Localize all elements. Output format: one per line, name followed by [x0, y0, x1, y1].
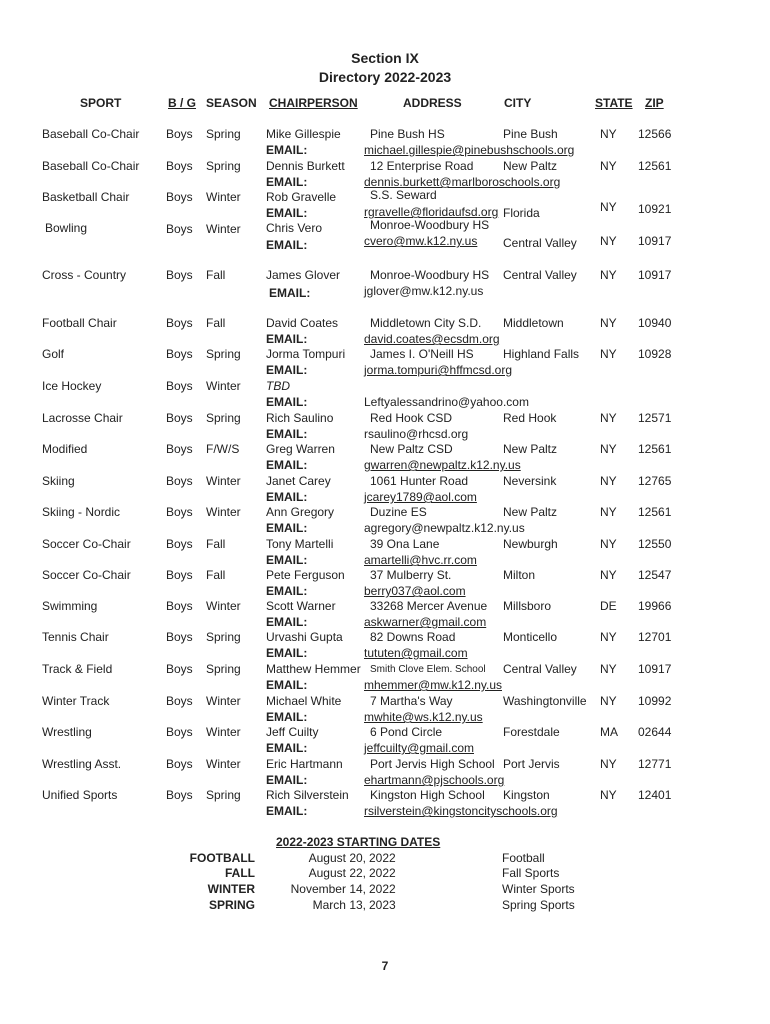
- bg-cell: Boys: [166, 505, 193, 519]
- zip-cell: 12701: [638, 630, 672, 644]
- city-cell: Port Jervis: [503, 757, 560, 771]
- chairperson-cell: Chris Vero: [266, 221, 323, 235]
- season-description: Fall Sports: [502, 866, 560, 880]
- state-cell: NY: [600, 694, 617, 708]
- address-cell: 39 Ona Lane: [370, 537, 440, 551]
- email-address-link[interactable]: dennis.burkett@marlboroschools.org: [364, 175, 561, 189]
- state-cell: NY: [600, 474, 617, 488]
- email-address-link[interactable]: rsilverstein@kingstoncityschools.org: [364, 804, 558, 818]
- city-cell: New Paltz: [503, 159, 558, 173]
- zip-cell: 10917: [638, 234, 672, 248]
- address-cell: Monroe-Woodbury HS: [370, 218, 490, 232]
- col-header-bg: B / G: [168, 96, 197, 110]
- email-address-link[interactable]: michael.gillespie@pinebushschools.org: [364, 143, 575, 157]
- email-address-link[interactable]: jeffcuilty@gmail.com: [364, 741, 474, 755]
- address-cell: Middletown City S.D.: [370, 316, 482, 330]
- season-cell: Winter: [206, 474, 241, 488]
- start-date: August 22,: [308, 866, 366, 880]
- address-cell: James I. O'Neill HS: [370, 347, 474, 361]
- email-label: EMAIL:: [266, 363, 308, 377]
- chairperson-cell: Jorma Tompuri: [266, 347, 346, 361]
- list-item: [0, 882, 770, 898]
- start-date: November 14,: [290, 882, 366, 896]
- season-label: FALL: [225, 866, 255, 880]
- city-cell: Kingston: [503, 788, 550, 802]
- col-header-sport: SPORT: [80, 96, 122, 110]
- table-row: [0, 218, 770, 254]
- season-cell: Spring: [206, 159, 241, 173]
- season-cell: Winter: [206, 190, 241, 204]
- city-cell: Middletown: [503, 316, 564, 330]
- email-address-link[interactable]: jglover@mw.k12.ny.us: [364, 284, 484, 298]
- state-cell: NY: [600, 568, 617, 582]
- chairperson-cell: Dennis Burkett: [266, 159, 345, 173]
- email-label: EMAIL:: [269, 286, 311, 300]
- zip-cell: 12765: [638, 474, 672, 488]
- email-label: EMAIL:: [266, 678, 308, 692]
- season-description: Winter Sports: [502, 882, 575, 896]
- chairperson-cell: Rich Silverstein: [266, 788, 349, 802]
- state-cell: NY: [600, 630, 617, 644]
- zip-cell: 10940: [638, 316, 672, 330]
- page-title: Section IX: [351, 50, 419, 66]
- sport-cell: Skiing: [42, 474, 75, 488]
- email-label: EMAIL:: [266, 646, 308, 660]
- state-cell: NY: [600, 757, 617, 771]
- season-cell: Spring: [206, 662, 241, 676]
- list-item: [0, 898, 770, 914]
- email-address-link[interactable]: amartelli@hvc.rr.com: [364, 553, 477, 567]
- bg-cell: Boys: [166, 757, 193, 771]
- zip-cell: 10992: [638, 694, 672, 708]
- state-cell: NY: [600, 347, 617, 361]
- chairperson-cell: Urvashi Gupta: [266, 630, 343, 644]
- chairperson-cell: Greg Warren: [266, 442, 335, 456]
- email-label: EMAIL:: [266, 804, 308, 818]
- zip-cell: 10917: [638, 662, 672, 676]
- address-cell: 7 Martha's Way: [370, 694, 453, 708]
- table-row: [0, 630, 770, 662]
- address-cell: 33268 Mercer Avenue: [370, 599, 488, 613]
- bg-cell: Boys: [166, 159, 193, 173]
- city-cell: Central Valley: [503, 236, 577, 250]
- email-address-link[interactable]: Leftyalessandrino@yahoo.com: [364, 395, 529, 409]
- season-cell: Spring: [206, 347, 241, 361]
- chairperson-cell: Matthew Hemmer: [266, 662, 361, 676]
- season-description: Football: [502, 851, 545, 865]
- season-label: WINTER: [207, 882, 255, 896]
- email-address-link[interactable]: cvero@mw.k12.ny.us: [364, 234, 478, 248]
- state-cell: NY: [600, 537, 617, 551]
- zip-cell: 12571: [638, 411, 672, 425]
- city-cell: Washingtonville: [503, 694, 587, 708]
- address-cell: Monroe-Woodbury HS: [370, 268, 490, 282]
- email-label: EMAIL:: [266, 206, 308, 220]
- bg-cell: Boys: [166, 222, 193, 236]
- email-label: EMAIL:: [266, 615, 308, 629]
- season-cell: Winter: [206, 222, 241, 236]
- email-label: EMAIL:: [266, 458, 308, 472]
- state-cell: NY: [600, 505, 617, 519]
- email-label: EMAIL:: [266, 773, 308, 787]
- email-address-link[interactable]: jorma.tompuri@hffmcsd.org: [364, 363, 513, 377]
- zip-cell: 12561: [638, 442, 672, 456]
- sport-cell: Unified Sports: [42, 788, 118, 802]
- bg-cell: Boys: [166, 630, 193, 644]
- address-cell: S.S. Seward: [370, 188, 437, 202]
- col-header-season: SEASON: [206, 96, 257, 110]
- city-cell: Central Valley: [503, 662, 577, 676]
- state-cell: NY: [600, 159, 617, 173]
- chairperson-cell: Rob Gravelle: [266, 190, 337, 204]
- bg-cell: Boys: [166, 442, 193, 456]
- sport-cell: Baseball Co-Chair: [42, 159, 140, 173]
- zip-cell: 12547: [638, 568, 672, 582]
- email-label: EMAIL:: [266, 710, 308, 724]
- email-label: EMAIL:: [266, 521, 308, 535]
- email-address-link[interactable]: mhemmer@mw.k12.ny.us: [364, 678, 502, 692]
- email-address-link[interactable]: rgravelle@floridaufsd.org: [364, 205, 499, 219]
- season-cell: Winter: [206, 599, 241, 613]
- email-label: EMAIL:: [266, 238, 308, 252]
- bg-cell: Boys: [166, 568, 193, 582]
- chairperson-cell: Scott Warner: [266, 599, 336, 613]
- chairperson-cell: Tony Martelli: [266, 537, 334, 551]
- sport-cell: Lacrosse Chair: [42, 411, 123, 425]
- email-address-link[interactable]: tututen@gmail.com: [364, 646, 468, 660]
- zip-cell: 10921: [638, 202, 672, 216]
- sport-cell: Cross - Country: [42, 268, 127, 282]
- chairperson-cell: James Glover: [266, 268, 341, 282]
- table-row: [0, 694, 770, 726]
- season-cell: Winter: [206, 757, 241, 771]
- bg-cell: Boys: [166, 725, 193, 739]
- email-label: EMAIL:: [266, 332, 308, 346]
- email-label: EMAIL:: [266, 427, 308, 441]
- col-header-state: STATE: [595, 96, 633, 110]
- zip-cell: 12401: [638, 788, 672, 802]
- chairperson-cell: Eric Hartmann: [266, 757, 343, 771]
- address-cell: 82 Downs Road: [370, 630, 456, 644]
- city-cell: Florida: [503, 206, 540, 220]
- bg-cell: Boys: [166, 662, 193, 676]
- season-label: SPRING: [208, 898, 255, 912]
- table-row: [0, 662, 770, 694]
- chairperson-cell: Pete Ferguson: [266, 568, 345, 582]
- chairperson-cell: TBD: [266, 379, 290, 393]
- email-address-link[interactable]: jcarey1789@aol.com: [364, 490, 477, 504]
- season-cell: F/W/S: [206, 442, 240, 456]
- city-cell: Highland Falls: [503, 347, 580, 361]
- sport-cell: Baseball Co-Chair: [42, 127, 140, 141]
- bg-cell: Boys: [166, 190, 193, 204]
- page-number: 7: [381, 959, 389, 973]
- season-cell: Winter: [206, 379, 241, 393]
- table-row: [0, 599, 770, 631]
- start-date: August 20,: [308, 851, 366, 865]
- season-cell: Winter: [206, 694, 241, 708]
- email-address-link[interactable]: rsaulino@rhcsd.org: [364, 427, 469, 441]
- bg-cell: Boys: [166, 268, 193, 282]
- table-row: [0, 159, 770, 191]
- sport-cell: Soccer Co-Chair: [42, 537, 131, 551]
- state-cell: NY: [600, 234, 617, 248]
- chairperson-cell: Janet Carey: [266, 474, 331, 488]
- table-row: [0, 127, 770, 159]
- state-cell: NY: [600, 662, 617, 676]
- address-cell: Red Hook CSD: [370, 411, 453, 425]
- table-row: [0, 505, 770, 537]
- city-cell: Neversink: [503, 474, 557, 488]
- city-cell: Milton: [503, 568, 536, 582]
- city-cell: Monticello: [503, 630, 558, 644]
- season-cell: Spring: [206, 630, 241, 644]
- chairperson-cell: Ann Gregory: [266, 505, 335, 519]
- chairperson-cell: Rich Saulino: [266, 411, 334, 425]
- bg-cell: Boys: [166, 127, 193, 141]
- start-year: 2022: [369, 851, 396, 865]
- email-address-link[interactable]: agregory@newpaltz.k12.ny.us: [364, 521, 525, 535]
- address-cell: Pine Bush HS: [370, 127, 445, 141]
- state-cell: NY: [600, 316, 617, 330]
- sport-cell: Golf: [42, 347, 65, 361]
- season-cell: Fall: [206, 316, 226, 330]
- email-address-link[interactable]: berry037@aol.com: [364, 584, 466, 598]
- chairperson-cell: Michael White: [266, 694, 342, 708]
- email-address-link[interactable]: mwhite@ws.k12.ny.us: [364, 710, 483, 724]
- city-cell: New Paltz: [503, 505, 558, 519]
- address-cell: Duzine ES: [370, 505, 427, 519]
- address-cell: New Paltz CSD: [370, 442, 453, 456]
- bg-cell: Boys: [166, 599, 193, 613]
- bg-cell: Boys: [166, 537, 193, 551]
- starting-dates-title: 2022-2023 STARTING DATES: [276, 835, 441, 849]
- email-address-link[interactable]: askwarner@gmail.com: [364, 615, 487, 629]
- table-row: [0, 379, 770, 411]
- zip-cell: 02644: [638, 725, 672, 739]
- table-row: [0, 537, 770, 569]
- email-address-link[interactable]: gwarren@newpaltz.k12.ny.us: [364, 458, 521, 472]
- city-cell: Central Valley: [503, 268, 577, 282]
- email-label: EMAIL:: [266, 490, 308, 504]
- season-cell: Fall: [206, 537, 226, 551]
- col-header-chairperson: CHAIRPERSON: [269, 96, 358, 110]
- email-label: EMAIL:: [266, 553, 308, 567]
- address-cell: 37 Mulberry St.: [370, 568, 452, 582]
- list-item: [0, 866, 770, 882]
- bg-cell: Boys: [166, 347, 193, 361]
- sport-cell: Basketball Chair: [42, 190, 130, 204]
- chairperson-cell: Jeff Cuilty: [266, 725, 319, 739]
- state-cell: NY: [600, 268, 617, 282]
- season-cell: Winter: [206, 505, 241, 519]
- email-label: EMAIL:: [266, 395, 308, 409]
- city-cell: Red Hook: [503, 411, 557, 425]
- start-date: March 13,: [312, 898, 366, 912]
- col-header-city: CITY: [504, 96, 532, 110]
- sport-cell: Bowling: [45, 221, 88, 235]
- sport-cell: Tennis Chair: [42, 630, 109, 644]
- email-label: EMAIL:: [266, 175, 308, 189]
- bg-cell: Boys: [166, 316, 193, 330]
- address-cell: 12 Enterprise Road: [370, 159, 474, 173]
- season-cell: Spring: [206, 788, 241, 802]
- start-year: 2022: [369, 866, 396, 880]
- address-cell: Smith Clove Elem. School: [370, 664, 486, 675]
- zip-cell: 10917: [638, 268, 672, 282]
- table-row: [0, 411, 770, 443]
- bg-cell: Boys: [166, 411, 193, 425]
- bg-cell: Boys: [166, 694, 193, 708]
- city-cell: New Paltz: [503, 442, 558, 456]
- start-year: 2023: [369, 898, 396, 912]
- season-label: FOOTBALL: [189, 851, 255, 865]
- table-row: [0, 347, 770, 379]
- sport-cell: Ice Hockey: [42, 379, 102, 393]
- state-cell: NY: [600, 411, 617, 425]
- state-cell: NY: [600, 442, 617, 456]
- table-row: [0, 568, 770, 600]
- address-cell: Kingston High School: [370, 788, 485, 802]
- sport-cell: Swimming: [42, 599, 98, 613]
- state-cell: NY: [600, 200, 617, 214]
- col-header-address: ADDRESS: [403, 96, 462, 110]
- city-cell: Millsboro: [503, 599, 552, 613]
- email-address-link[interactable]: david.coates@ecsdm.org: [364, 332, 500, 346]
- col-header-zip: ZIP: [645, 96, 664, 110]
- list-item: [0, 851, 770, 867]
- city-cell: Newburgh: [503, 537, 558, 551]
- zip-cell: 12771: [638, 757, 672, 771]
- bg-cell: Boys: [166, 788, 193, 802]
- address-cell: Port Jervis High School: [370, 757, 495, 771]
- sport-cell: Track & Field: [42, 662, 113, 676]
- start-year: 2022: [369, 882, 396, 896]
- city-cell: Pine Bush: [503, 127, 558, 141]
- season-cell: Winter: [206, 725, 241, 739]
- email-label: EMAIL:: [266, 143, 308, 157]
- email-address-link[interactable]: ehartmann@pjschools.org: [364, 773, 505, 787]
- sport-cell: Winter Track: [42, 694, 110, 708]
- address-cell: 1061 Hunter Road: [370, 474, 469, 488]
- table-row: [0, 757, 770, 789]
- zip-cell: 10928: [638, 347, 672, 361]
- bg-cell: Boys: [166, 379, 193, 393]
- city-cell: Forestdale: [503, 725, 560, 739]
- state-cell: NY: [600, 127, 617, 141]
- sport-cell: Modified: [42, 442, 88, 456]
- sport-cell: Football Chair: [42, 316, 117, 330]
- zip-cell: 12561: [638, 159, 672, 173]
- page-subtitle: Directory 2022-2023: [318, 69, 452, 85]
- zip-cell: 12550: [638, 537, 672, 551]
- email-label: EMAIL:: [266, 584, 308, 598]
- season-cell: Spring: [206, 127, 241, 141]
- zip-cell: 12566: [638, 127, 672, 141]
- email-label: EMAIL:: [266, 741, 308, 755]
- sport-cell: Soccer Co-Chair: [42, 568, 131, 582]
- table-row: [0, 788, 770, 820]
- season-cell: Spring: [206, 411, 241, 425]
- table-row: [0, 474, 770, 506]
- state-cell: NY: [600, 788, 617, 802]
- sport-cell: Wrestling: [42, 725, 92, 739]
- table-row: [0, 725, 770, 757]
- state-cell: MA: [600, 725, 618, 739]
- table-row: [0, 268, 770, 300]
- table-row: [0, 316, 770, 348]
- season-cell: Fall: [206, 268, 226, 282]
- table-row: [0, 442, 770, 474]
- sport-cell: Wrestling Asst.: [42, 757, 122, 771]
- season-cell: Fall: [206, 568, 226, 582]
- zip-cell: 19966: [638, 599, 672, 613]
- bg-cell: Boys: [166, 474, 193, 488]
- sport-cell: Skiing - Nordic: [42, 505, 121, 519]
- state-cell: DE: [600, 599, 617, 613]
- address-cell: 6 Pond Circle: [370, 725, 443, 739]
- zip-cell: 12561: [638, 505, 672, 519]
- chairperson-cell: Mike Gillespie: [266, 127, 341, 141]
- chairperson-cell: David Coates: [266, 316, 339, 330]
- season-description: Spring Sports: [502, 898, 575, 912]
